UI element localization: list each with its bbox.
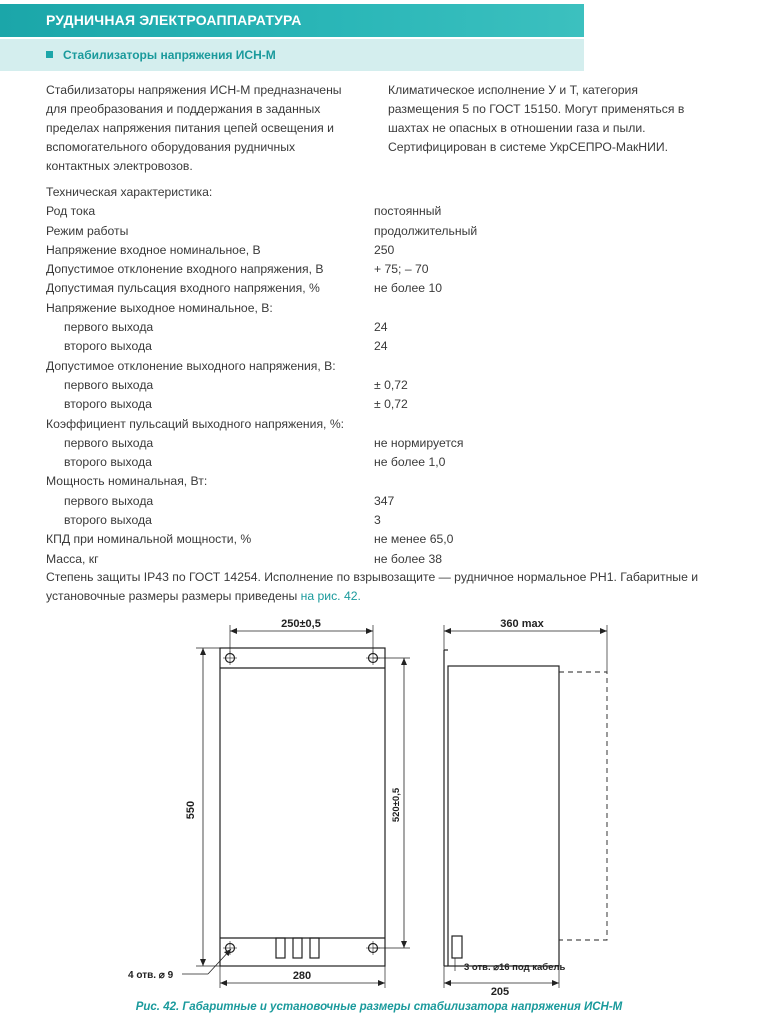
spec-key: Коэффициент пульсаций выходного напряжения, %: [46,416,345,431]
specifications-table [46,183,696,569]
spec-value: + 75; – 70 [374,262,429,277]
spec-key: Допустимое отклонение входного напряжения, В [46,262,324,277]
spec-key: Мощность номинальная, Вт: [46,474,208,489]
front-view-body [220,648,385,966]
spec-key: второго выхода [64,513,152,528]
spec-row [46,337,696,356]
spec-row [46,415,696,434]
dim-mount-width: 250±0,5 [281,618,321,630]
spec-row [46,357,696,376]
spec-value: постоянный [374,204,442,219]
dimension-drawing [0,610,758,1000]
spec-row [46,279,696,298]
spec-key: второго выхода [64,339,152,354]
square-bullet-icon [46,51,53,58]
spec-key: первого выхода [64,435,154,450]
spec-value: не нормируется [374,435,464,450]
spec-value: не более 38 [374,551,442,566]
spec-row [46,492,696,511]
spec-key: второго выхода [64,397,152,412]
spec-key: Род тока [46,204,96,219]
subsection-title: Стабилизаторы напряжения ИСН-М [63,48,276,62]
spec-key: первого выхода [64,493,154,508]
spec-row [46,395,696,414]
spec-value: 24 [374,320,388,335]
spec-value: 250 [374,242,395,257]
spec-value: 24 [374,339,388,354]
spec-value: не более 10 [374,281,442,296]
intro-right-paragraph: Климатическое исполнение У и Т, категория размещения 5 по ГОСТ 15150. Могут применяться в шахтах не опасных в отношении газа и пыли. Сертифицирован в системе УкрСЕПРО-МакНИИ. [388,83,685,154]
spec-value: не более 1,0 [374,455,446,470]
spec-key: Допустимая пульсация входного напряжения, % [46,281,320,296]
figure-reference-link[interactable]: на рис. 42. [300,589,361,603]
spec-key: второго выхода [64,455,152,470]
spec-value: не менее 65,0 [374,532,454,547]
spec-value: 347 [374,493,395,508]
spec-row [46,511,696,530]
intro-left-paragraph: Стабилизаторы напряжения ИСН-М предназначены для преобразования и поддержания в заданных пределах напряжения питания цепей освещения и вспомогательного оборудования рудничных контактных электровозов. [46,83,342,173]
side-view-body [448,666,559,966]
spec-value: ± 0,72 [374,377,408,392]
spec-key: КПД при номинальной мощности, % [46,532,252,547]
protection-text: Степень защиты IP43 по ГОСТ 14254. Исполнение по взрывозащите — рудничное нормальное РН1. Габаритные и установочные размеры размеры приведены [46,570,699,603]
subsection-header [0,39,584,71]
spec-key: Допустимое отклонение выходного напряжения, В: [46,358,336,373]
spec-row [46,376,696,395]
spec-row [46,241,696,260]
spec-value: 3 [374,513,381,528]
spec-row [46,472,696,491]
cable-gland-icon [276,938,319,958]
spec-row [46,453,696,472]
dim-mount-height: 520±0,5 [391,787,402,823]
protection-paragraph [46,568,716,606]
spec-key: Напряжение выходное номинальное, В: [46,300,273,315]
dim-total-width: 280 [292,970,312,982]
spec-key: Напряжение входное номинальное, В [46,242,261,257]
spec-row [46,530,696,549]
spec-row [46,434,696,453]
spec-row [46,183,696,202]
spec-value: ± 0,72 [374,397,408,412]
spec-key: Техническая характеристика: [46,185,213,199]
dim-holes-label: 4 отв. ⌀ 9 [128,970,174,981]
figure-caption: Рис. 42. Габаритные и установочные размеры стабилизатора напряжения ИСН-М [135,1001,623,1013]
spec-row [46,260,696,279]
spec-row [46,202,696,221]
spec-row [46,550,696,569]
section-header: РУДНИЧНАЯ ЭЛЕКТРОАППАРАТУРА [0,4,584,37]
dim-total-height: 550 [185,800,197,820]
dim-depth-max: 360 max [500,618,544,630]
dim-depth: 205 [490,986,510,998]
spec-key: Масса, кг [46,551,99,566]
spec-key: Режим работы [46,223,129,238]
spec-row [46,299,696,318]
spec-row [46,222,696,241]
spec-key: первого выхода [64,377,154,392]
dim-cable-holes: 3 отв. ⌀16 под кабель [464,962,566,973]
spec-value: продолжительный [374,223,478,238]
spec-row [46,318,696,337]
mounting-hole-icon [223,651,380,955]
spec-key: первого выхода [64,320,154,335]
